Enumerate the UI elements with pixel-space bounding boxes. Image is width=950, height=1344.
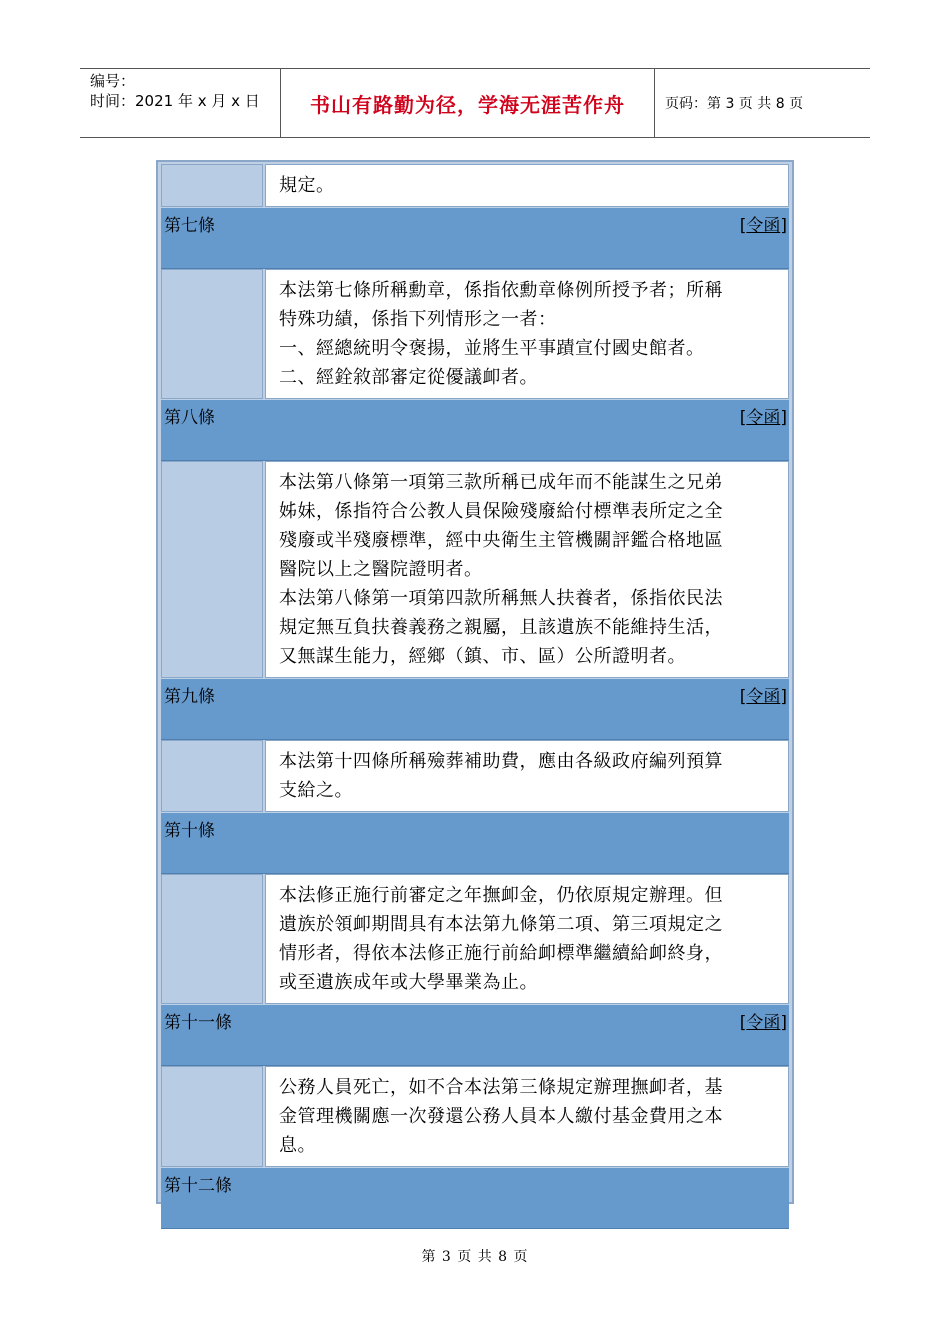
article-text-line: 本法第十四條所稱殮葬補助費，應由各級政府編列預算 <box>279 751 723 772</box>
article-header-row <box>161 1004 789 1066</box>
article-text-line: 金管理機關應一次發還公務人員本人繳付基金費用之本 <box>279 1106 723 1127</box>
header-page-number: 页码：第 3 页 共 8 页 <box>665 96 804 112</box>
article-text-cell <box>265 1066 789 1167</box>
header-slogan: 书山有路勤为径，学海无涯苦作舟 <box>281 69 655 137</box>
article-title: 第十二條 <box>164 1176 232 1196</box>
ruling-letter-link[interactable]: [令函] <box>739 1013 787 1033</box>
article-text-cell <box>265 269 789 399</box>
article-title: 第九條 <box>164 687 215 707</box>
article-text-line: 規定無互負扶養義務之親屬，且該遺族不能維持生活， <box>279 617 723 638</box>
article-title: 第八條 <box>164 408 215 428</box>
article-content-row <box>161 461 789 678</box>
article-content-row <box>161 874 789 1004</box>
page-footer: 第 3 页 共 8 页 <box>421 1249 529 1265</box>
article-text-line: 支給之。 <box>279 780 353 801</box>
article-header-row <box>161 812 789 874</box>
article-header-row <box>161 207 789 269</box>
article-text-line: 或至遺族成年或大學畢業為止。 <box>279 972 538 993</box>
article-text-line: 本法修正施行前審定之年撫卹金，仍依原規定辦理。但 <box>279 885 723 906</box>
article-text-line: 本法第八條第一項第四款所稱無人扶養者，係指依民法 <box>279 588 723 609</box>
article-text-line: 一、經總統明令褒揚，並將生平事蹟宣付國史館者。 <box>279 338 705 359</box>
article-content-row <box>161 1066 789 1167</box>
article-header-row <box>161 1167 789 1229</box>
article-title: 第十條 <box>164 821 215 841</box>
ruling-letter-link[interactable]: [令函] <box>739 687 787 707</box>
ruling-letter-link[interactable]: [令函] <box>739 408 787 428</box>
article-text-line: 息。 <box>279 1135 316 1156</box>
article-content-row <box>161 269 789 399</box>
article-text-line: 本法第七條所稱勳章，係指依勳章條例所授予者；所稱 <box>279 280 723 301</box>
article-text-line: 公務人員死亡，如不合本法第三條規定辦理撫卹者，基 <box>279 1077 723 1098</box>
article-content-row <box>161 164 789 207</box>
article-text-line: 又無謀生能力，經鄉（鎮、市、區）公所證明者。 <box>279 646 686 667</box>
row-label-cell <box>161 461 263 678</box>
document-number: 编号： <box>90 72 136 90</box>
article-text-line: 遺族於領卹期間具有本法第九條第二項、第三項規定之 <box>279 914 723 935</box>
article-header-row <box>161 399 789 461</box>
article-header-row <box>161 678 789 740</box>
article-text-line: 規定。 <box>279 175 335 196</box>
document-date: 时间：2021 年 x 月 x 日 <box>90 92 260 110</box>
article-text-line: 醫院以上之醫院證明者。 <box>279 559 483 580</box>
article-title: 第十一條 <box>164 1013 232 1033</box>
article-title: 第七條 <box>164 216 215 236</box>
article-text-cell <box>265 740 789 812</box>
row-label-cell <box>161 164 263 207</box>
article-text-line: 特殊功績，係指下列情形之一者： <box>279 309 557 330</box>
row-label-cell <box>161 1066 263 1167</box>
row-label-cell <box>161 874 263 1004</box>
article-text-line: 二、經銓敘部審定從優議卹者。 <box>279 367 538 388</box>
article-text-cell <box>265 461 789 678</box>
row-label-cell <box>161 740 263 812</box>
article-content-row <box>161 740 789 812</box>
header-meta <box>80 69 281 137</box>
article-text-line: 本法第八條第一項第三款所稱已成年而不能謀生之兄弟 <box>279 472 723 493</box>
ruling-letter-link[interactable]: [令函] <box>739 216 787 236</box>
page-header <box>80 68 870 138</box>
article-text-line: 情形者，得依本法修正施行前給卹標準繼續給卹終身， <box>279 943 723 964</box>
row-label-cell <box>161 269 263 399</box>
article-text-cell <box>265 874 789 1004</box>
law-articles-table <box>156 160 794 1204</box>
article-text-cell <box>265 164 789 207</box>
article-text-line: 姊妹，係指符合公教人員保險殘廢給付標準表所定之全 <box>279 501 723 522</box>
article-text-line: 殘廢或半殘廢標準，經中央衛生主管機關評鑑合格地區 <box>279 530 723 551</box>
